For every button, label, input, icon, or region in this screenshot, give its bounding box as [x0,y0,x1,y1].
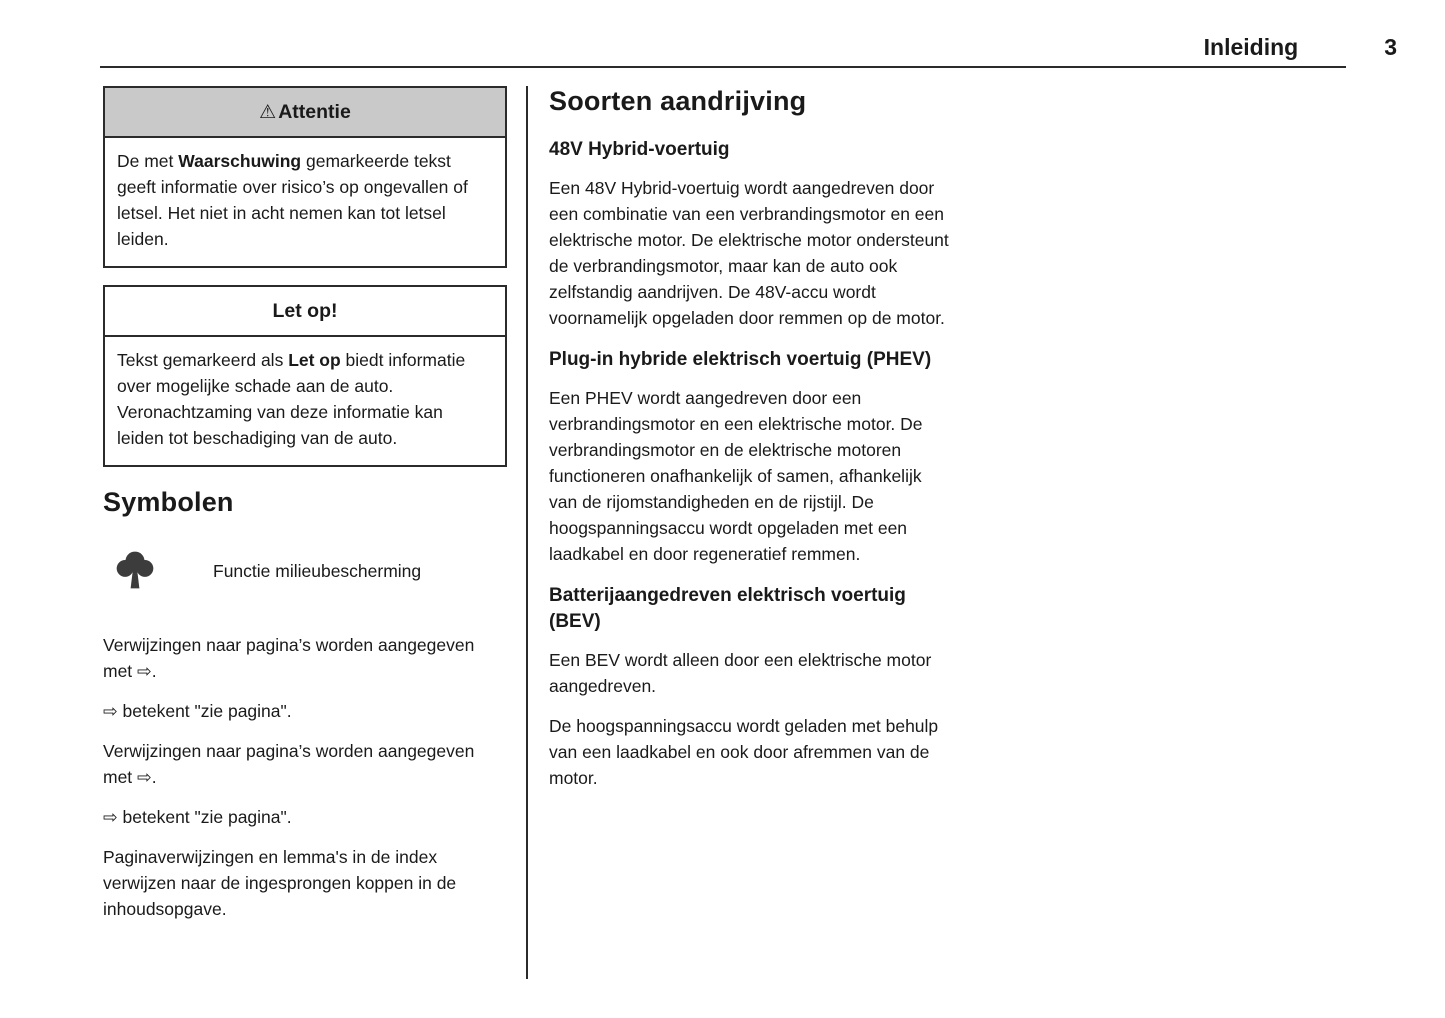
eco-tree-icon [113,548,157,594]
subheading-bev: Batterijaangedreven elektrisch voertuig (BEV) [549,585,906,632]
paragraph-bev-1: Een BEV wordt alleen door een elektrische motor aangedreven. [549,650,932,696]
paragraph-bev-2: De hoogspanningsaccu wordt geladen met behulp van een laadkabel en ook door afremmen van de motor. [549,716,939,788]
page-reference-paragraph: Verwijzingen naar pagina’s worden aangegeven met ⇨. [103,741,475,787]
column-divider [526,86,528,979]
paragraph-48v-hybrid: Een 48V Hybrid-voertuig wordt aangedreven door een combinatie van een verbrandingsmotor en een elektrische motor. De elektrische motor ondersteunt de verbrandingsmotor, maar kan de auto ook zelfstandig aandrijven. De 48V-accu wordt voornamelijk opgeladen door remmen op de motor. [549,178,949,328]
attention-body-bold: Waarschuwing [178,151,302,171]
attention-box-header [105,88,505,138]
eco-symbol-row [113,548,507,594]
paragraph-phev: Een PHEV wordt aangedreven door een verbrandingsmotor en een elektrische motor. De verbrandingsmotor en de elektrische motoren functioneren onafhankelijk of samen, afhankelijk van de rijomstandigheden en de rijstijl. De hoogspanningsaccu wordt opgeladen met een laadkabel en door regeneratief remmen. [549,388,923,564]
attention-box [103,86,507,268]
attention-box-body [105,138,505,266]
subheading-48v-hybrid: 48V Hybrid-voertuig [549,139,730,160]
arrow-meaning-paragraph: ⇨ betekent "zie pagina". [103,701,292,721]
attention-body-rest: gemarkeerde tekst geeft informatie over risico’s op ongevallen of letsel. Het niet in acht nemen kan tot letsel leiden. [117,151,468,249]
caution-box-body [105,337,505,465]
subheading-phev: Plug-in hybride elektrisch voertuig (PHEV) [549,349,932,370]
symbols-heading: Symbolen [103,487,234,517]
attention-body-prefix: De met [117,151,179,171]
caution-body-bold: Let op [288,350,341,370]
page-number: 3 [1384,34,1397,60]
eco-symbol-label: Functie milieubescherming [213,560,422,581]
drive-types-heading: Soorten aandrijving [549,86,807,116]
right-column [549,86,949,805]
header-rule [100,66,1346,68]
caution-body-rest: biedt informatie over mogelijke schade aan de auto. Veronachtzaming van deze informatie kan leiden tot beschadiging van de auto. [117,350,466,448]
warning-triangle-icon: ⚠ [259,102,277,123]
page-reference-paragraph: Verwijzingen naar pagina’s worden aangegeven met ⇨. [103,635,475,681]
attention-box-title: Attentie [278,101,351,123]
caution-body-prefix: Tekst gemarkeerd als [117,350,289,370]
caution-box [103,285,507,467]
page-header [100,34,1397,61]
left-column [103,86,507,936]
chapter-title: Inleiding [1203,34,1299,60]
arrow-meaning-paragraph: ⇨ betekent "zie pagina". [103,807,292,827]
index-reference-paragraph: Paginaverwijzingen en lemma's in de index verwijzen naar de ingesprongen koppen in de inhoudsopgave. [103,847,457,919]
caution-box-header [105,287,505,337]
caution-box-title: Let op! [272,300,338,322]
